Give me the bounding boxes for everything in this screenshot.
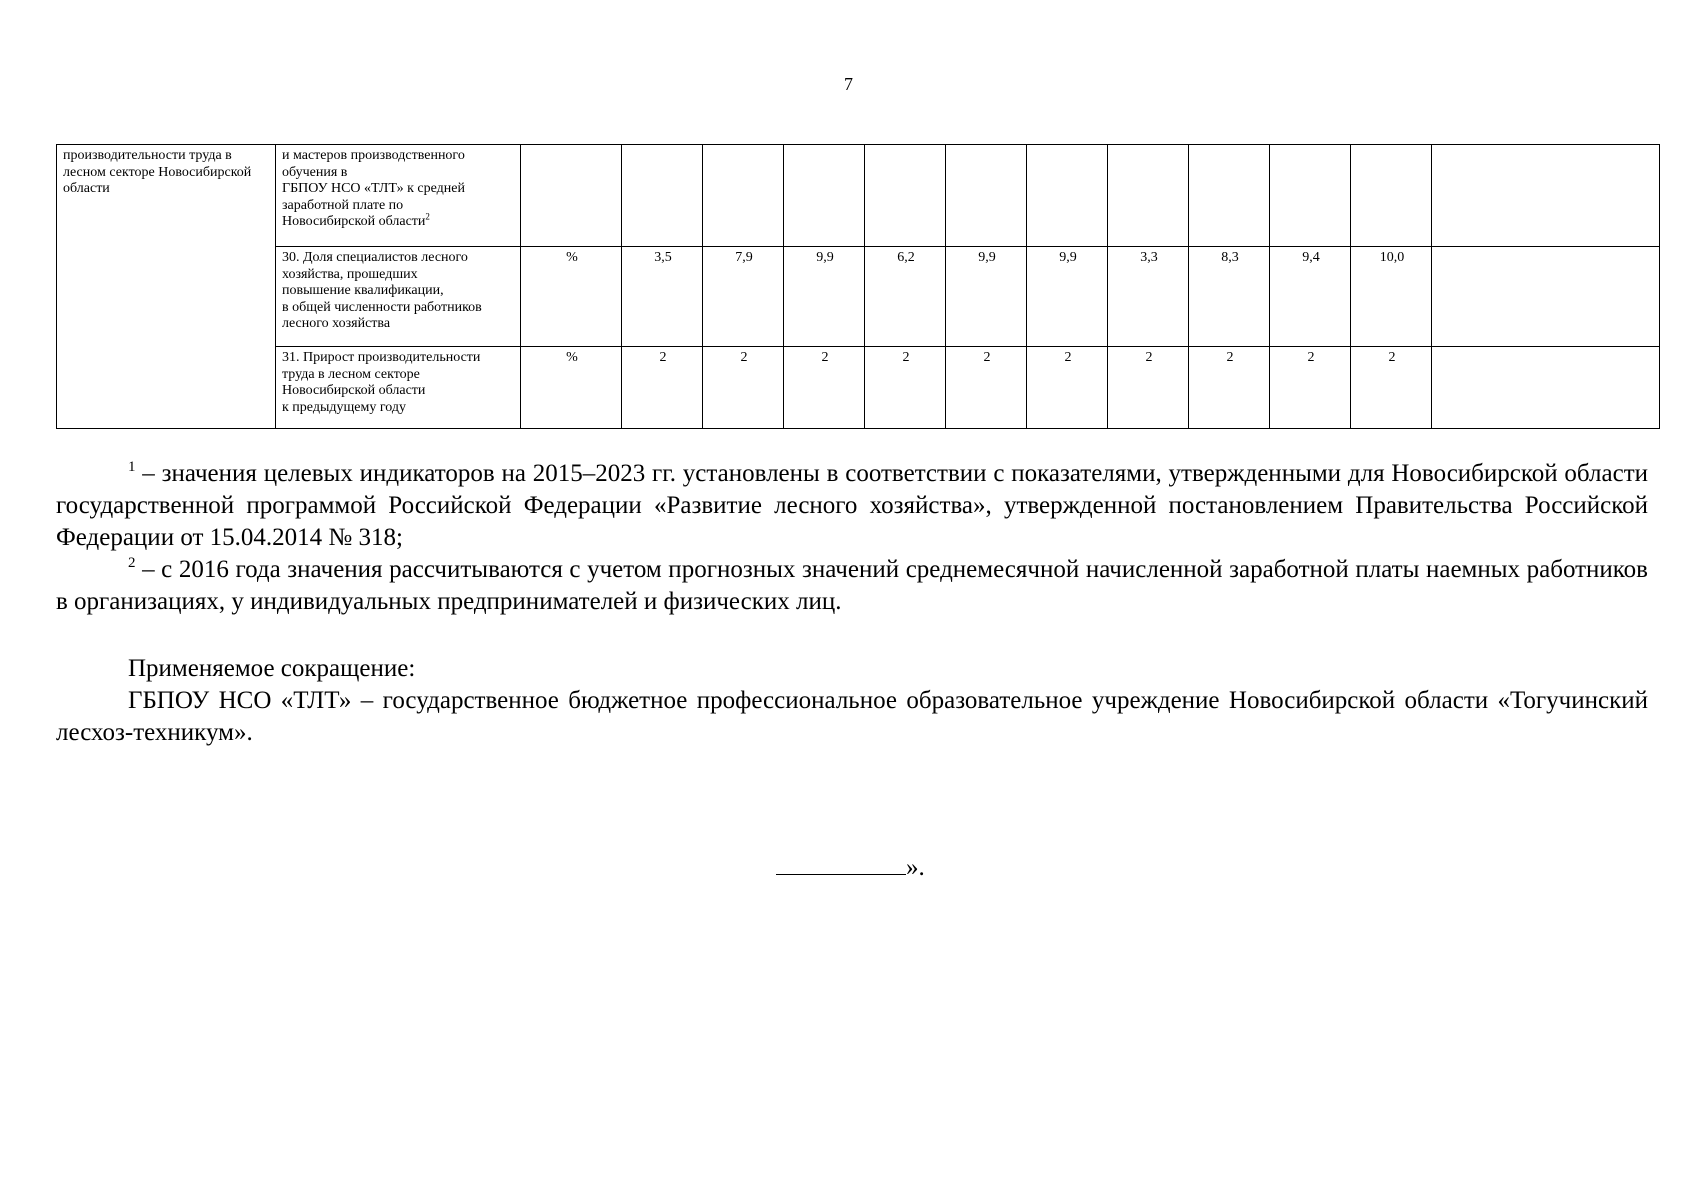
unit-cell (521, 145, 622, 247)
value-cell: 2 (784, 347, 865, 429)
footnote-mark: 2 (128, 555, 136, 571)
abbreviation-text: ГБПОУ НСО «ТЛТ» – государственное бюджетное профессиональное образовательное учреждение Новосибирской области «Тогучинский лесхоз-техникум». (56, 687, 1648, 746)
value-cell: 3,3 (1108, 247, 1189, 347)
value-cell: 2 (1270, 347, 1351, 429)
value-cell: 3,5 (622, 247, 703, 347)
value-cell (865, 145, 946, 247)
value-cell: 2 (1027, 347, 1108, 429)
abbreviation-heading: Применяемое сокращение: (128, 655, 416, 682)
value-cell (784, 145, 865, 247)
value-cell (1027, 145, 1108, 247)
footnotes (56, 458, 1648, 618)
abbreviations (56, 653, 1648, 749)
value-cell: 9,9 (1027, 247, 1108, 347)
value-cell: 2 (703, 347, 784, 429)
footnote-text: – значения целевых индикаторов на 2015–2023 гг. установлены в соответствии с показателями, утвержденными для Новосибирской области государственной программой Российской Федерации «Развитие лесного хозяйства», утвержденной постановлением Правительства Российской Федерации от 15.04.2014 № 318; (56, 460, 1648, 551)
unit-cell: % (521, 347, 622, 429)
value-cell (1270, 145, 1351, 247)
signature-line (776, 852, 906, 875)
indicator-name-line: ГБПОУ НСО «ТЛТ» к средней (282, 181, 465, 197)
footnote-2 (56, 554, 1648, 618)
goal-cell: производительности труда в лесном секторе Новосибирской области (57, 145, 276, 429)
value-cell (1351, 145, 1432, 247)
indicator-name-line: обучения в (282, 164, 348, 180)
value-cell (703, 145, 784, 247)
value-cell: 2 (622, 347, 703, 429)
note-cell (1432, 145, 1660, 247)
indicator-name-cell: 31. Прирост производительности труда в лесном секторе Новосибирской области к предыдущему году (276, 347, 521, 429)
footnote-ref: 2 (425, 211, 430, 222)
value-cell (622, 145, 703, 247)
table-row (57, 247, 1660, 347)
value-cell: 9,4 (1270, 247, 1351, 347)
value-cell: 2 (1108, 347, 1189, 429)
value-cell: 7,9 (703, 247, 784, 347)
indicator-name-line: и мастеров производственного (282, 148, 465, 163)
value-cell: 2 (865, 347, 946, 429)
page-number: 7 (844, 74, 853, 94)
indicator-name-line: заработной плате по (282, 197, 404, 213)
indicator-name-cell (276, 145, 521, 247)
note-cell (1432, 347, 1660, 429)
value-cell: 6,2 (865, 247, 946, 347)
value-cell: 8,3 (1189, 247, 1270, 347)
indicator-name-line: Новосибирской области (282, 214, 426, 230)
value-cell: 2 (946, 347, 1027, 429)
footnote-mark: 1 (128, 459, 136, 475)
value-cell: 2 (1189, 347, 1270, 429)
value-cell (946, 145, 1027, 247)
indicator-name-cell: 30. Доля специалистов лесного хозяйства, прошедших повышение квалификации, в общей численности работников лесного хозяйства (276, 247, 521, 347)
footnote-1 (56, 458, 1648, 554)
value-cell: 9,9 (946, 247, 1027, 347)
value-cell: 9,9 (784, 247, 865, 347)
closing-mark (776, 852, 925, 884)
value-cell: 10,0 (1351, 247, 1432, 347)
value-cell (1108, 145, 1189, 247)
footnote-text: – с 2016 года значения рассчитываются с учетом прогнозных значений среднемесячной начисленной заработной платы наемных работников в организациях, у индивидуальных предпринимателей и физических лиц. (56, 556, 1648, 615)
table-row (57, 145, 1660, 247)
value-cell (1189, 145, 1270, 247)
unit-cell: % (521, 247, 622, 347)
note-cell (1432, 247, 1660, 347)
closing-quote: ». (906, 854, 925, 881)
value-cell: 2 (1351, 347, 1432, 429)
indicators-table (56, 144, 1660, 429)
table-row (57, 347, 1660, 429)
